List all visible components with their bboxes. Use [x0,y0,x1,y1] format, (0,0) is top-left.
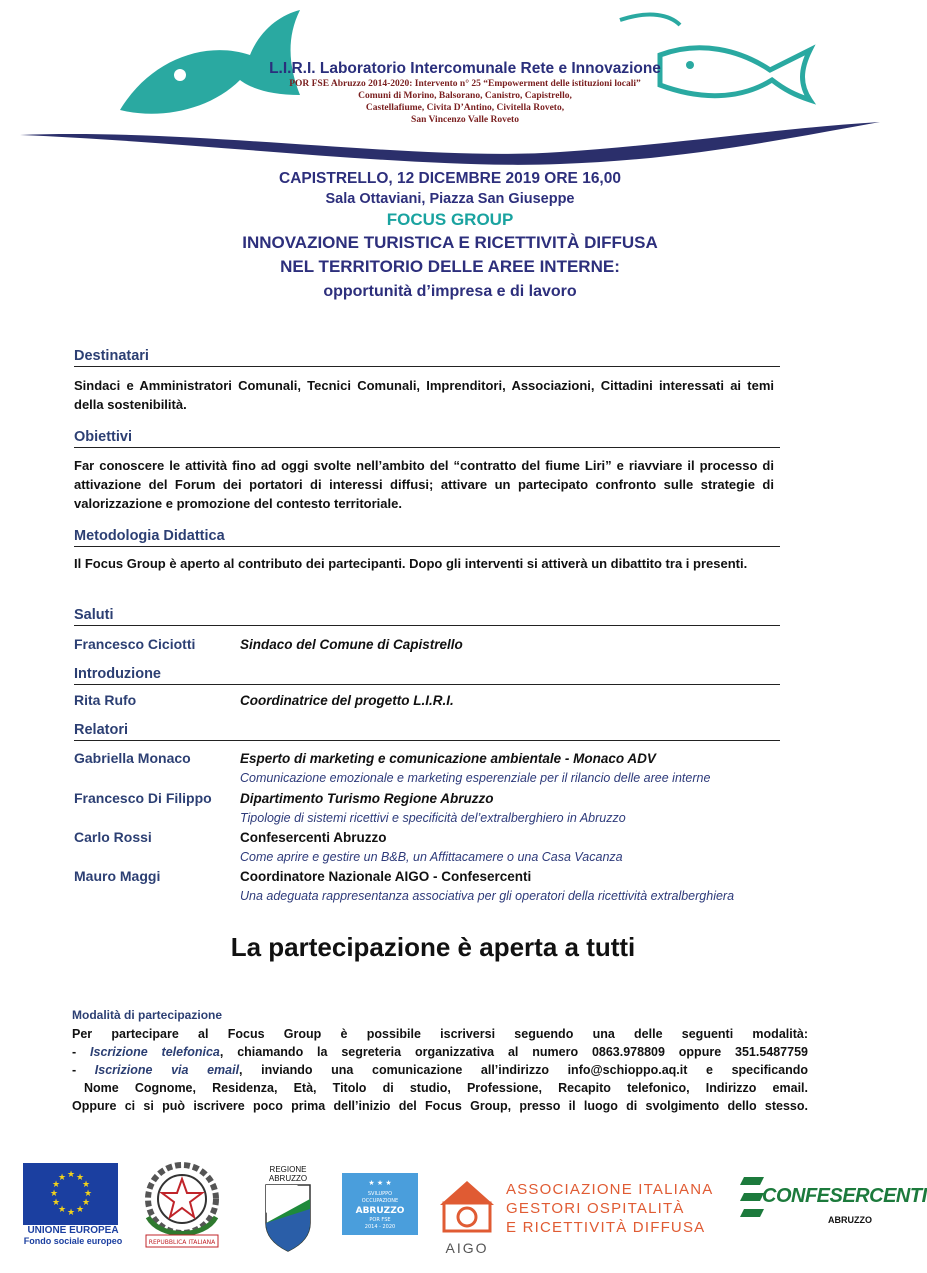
por-fse-abruzzo-logo [342,1173,418,1235]
aigo-line: GESTORI OSPITALITÀ [506,1200,685,1217]
por-caption-4: POR FSE [369,1217,391,1223]
event-date: CAPISTRELLO, 12 DICEMBRE 2019 ORE 16,00 [279,170,621,187]
header-title: L.I.R.I. Laboratorio Intercomunale Rete e Innovazione [269,60,661,77]
eu-logo [23,1163,123,1246]
aigo-name: AIGO [445,1240,489,1256]
por-caption-5: 2014 - 2020 [364,1224,396,1230]
aigo-logo-mark [436,1175,498,1255]
republic-caption: REPUBBLICA ITALIANA [148,1239,216,1246]
speaker-role: Coordinatore Nazionale AIGO - Confesercenti [240,869,532,884]
introduzione-name: Rita Rufo [74,692,137,708]
svg-text:★: ★ [84,1189,93,1199]
eu-caption: UNIONE EUROPEA [27,1225,119,1236]
speaker-role: Esperto di marketing e comunicazione ambientale - Monaco ADV [240,751,656,766]
svg-text:★: ★ [82,1180,91,1190]
header-block [200,60,730,126]
aigo-line: E RICETTIVITÀ DIFFUSA [506,1219,706,1236]
confesercenti-name: CONFESERCENTI [762,1185,927,1207]
email-label: Iscrizione via email [94,1063,240,1077]
event-type: FOCUS GROUP [386,210,514,229]
svg-text:★: ★ [82,1198,91,1208]
phone-label: Iscrizione telefonica [90,1045,220,1059]
regione-abruzzo-logo [262,1165,314,1258]
eu-flag-icon [23,1163,118,1225]
speaker-name: Gabriella Monaco [74,750,191,766]
aigo-wordmark [506,1180,713,1237]
header-line: POR FSE Abruzzo 2014-2020: Intervento n° 25 “Empowerment delle istituzioni locali” [289,79,641,89]
section-heading-saluti: Saluti [74,607,780,626]
event-title-1: INNOVAZIONE TURISTICA E RICETTIVITÀ DIFFUSA [242,233,658,252]
modalita-heading: Modalità di partecipazione [72,1008,223,1022]
destinatari-text: Sindaci e Amministratori Comunali, Tecnici Comunali, Imprenditori, Associazioni, Cittadini interessati ai temi della sostenibilità. [74,378,774,412]
header-line: Castellafiume, Civita D’Antino, Civitella Roveto, [365,103,565,113]
svg-text:★: ★ [67,1208,76,1218]
speaker-topic: Come aprire e gestire un B&B, un Affittacamere o una Casa Vacanza [240,850,623,864]
phone-text: , chiamando la segreteria organizzativa al numero 0863.978809 oppure 351.5487759 [219,1045,808,1059]
header-line: Comuni di Morino, Balsorano, Canistro, Capistrello, [358,91,572,101]
modalita-fields: Nome Cognome, Residenza, Età, Titolo di studio, Professione, Recapito telefonico, Indirizzo email. [84,1081,808,1095]
bullet-dash: - [72,1063,95,1077]
confesercenti-region: ABRUZZO [828,1215,872,1225]
aigo-line: ASSOCIAZIONE ITALIANA [506,1181,714,1198]
por-caption-2: OCCUPAZIONE [361,1198,399,1204]
regione-caption: REGIONE [269,1165,307,1174]
speaker-name: Mauro Maggi [74,868,161,884]
speaker-role: Confesercenti Abruzzo [240,830,387,845]
italian-republic-emblem [140,1157,225,1252]
event-title-2: NEL TERRITORIO DELLE AREE INTERNE: [280,257,620,276]
email-text: , inviando una comunicazione all’indirizzo info@schioppo.aq.it e specificando [239,1063,809,1077]
obiettivi-text: Far conoscere le attività fino ad oggi svolte nell’ambito del “contratto del fiume Liri” e riavviare il processo di attivazione del Forum dei portatori di interessi diffusi; attivare un partecipato confronto sulle strategie di valorizzazione e promozione del contesto territoriale. [74,458,774,511]
modalita-phone-line [72,1043,808,1061]
svg-text:★ ★ ★: ★ ★ ★ [368,1179,392,1187]
svg-text:★: ★ [67,1170,76,1180]
introduzione-role: Coordinatrice del progetto L.I.R.I. [240,693,454,708]
modalita-email-line [72,1061,808,1079]
svg-text:★: ★ [52,1198,61,1208]
speaker-topic: Una adeguata rappresentanza associativa per gli operatori della ricettività extralberghiera [240,889,735,903]
regione-shield-icon [262,1183,314,1253]
svg-text:★: ★ [58,1173,67,1183]
header-line: San Vincenzo Valle Roveto [411,115,519,125]
svg-text:★: ★ [76,1205,85,1215]
svg-text:★: ★ [52,1180,61,1190]
event-venue: Sala Ottaviani, Piazza San Giuseppe [325,191,575,207]
aigo-house-icon [436,1175,498,1235]
saluti-role: Sindaco del Comune di Capistrello [240,637,463,652]
section-heading-destinatari: Destinatari [74,348,780,367]
regione-caption-2: ABRUZZO [268,1174,308,1183]
speaker-name: Francesco Di Filippo [74,790,212,806]
bullet-dash: - [72,1045,91,1059]
por-caption-1: SVILUPPO [367,1191,393,1197]
svg-text:★: ★ [58,1205,67,1215]
logo-strip [0,1155,927,1265]
svg-text:★: ★ [76,1173,85,1183]
section-heading-obiettivi: Obiettivi [74,429,780,448]
metodologia-text: Il Focus Group è aperto al contributo dei partecipanti. Dopo gli interventi si attiverà un dibattito tra i presenti. [74,556,748,571]
speaker-name: Carlo Rossi [74,829,152,845]
eu-subcaption: Fondo sociale europeo [23,1236,123,1246]
por-caption-3: ABRUZZO [355,1206,405,1216]
modalita-intro: Per partecipare al Focus Group è possibile iscriversi seguendo una delle seguenti modalità: [72,1027,808,1041]
section-heading-relatori: Relatori [74,722,780,741]
speaker-role: Dipartimento Turismo Regione Abruzzo [240,791,494,806]
saluti-name: Francesco Ciciotti [74,636,196,652]
speaker-topic: Tipologie di sistemi ricettivi e specificità del’extralberghiero in Abruzzo [240,811,626,825]
modalita-closing: Oppure ci si può iscrivere poco prima dell’inizio del Focus Group, presso il luogo di svolgimento dello stesso. [72,1099,808,1113]
svg-text:★: ★ [50,1189,59,1199]
event-block [0,168,900,305]
section-heading-metodologia: Metodologia Didattica [74,528,780,547]
event-subtitle: opportunità d’impresa e di lavoro [323,283,577,300]
section-heading-introduzione: Introduzione [74,666,780,685]
open-participation-banner: La partecipazione è aperta a tutti [230,932,636,962]
speaker-topic: Comunicazione emozionale e marketing esperenziale per il rilancio delle aree interne [240,771,711,785]
